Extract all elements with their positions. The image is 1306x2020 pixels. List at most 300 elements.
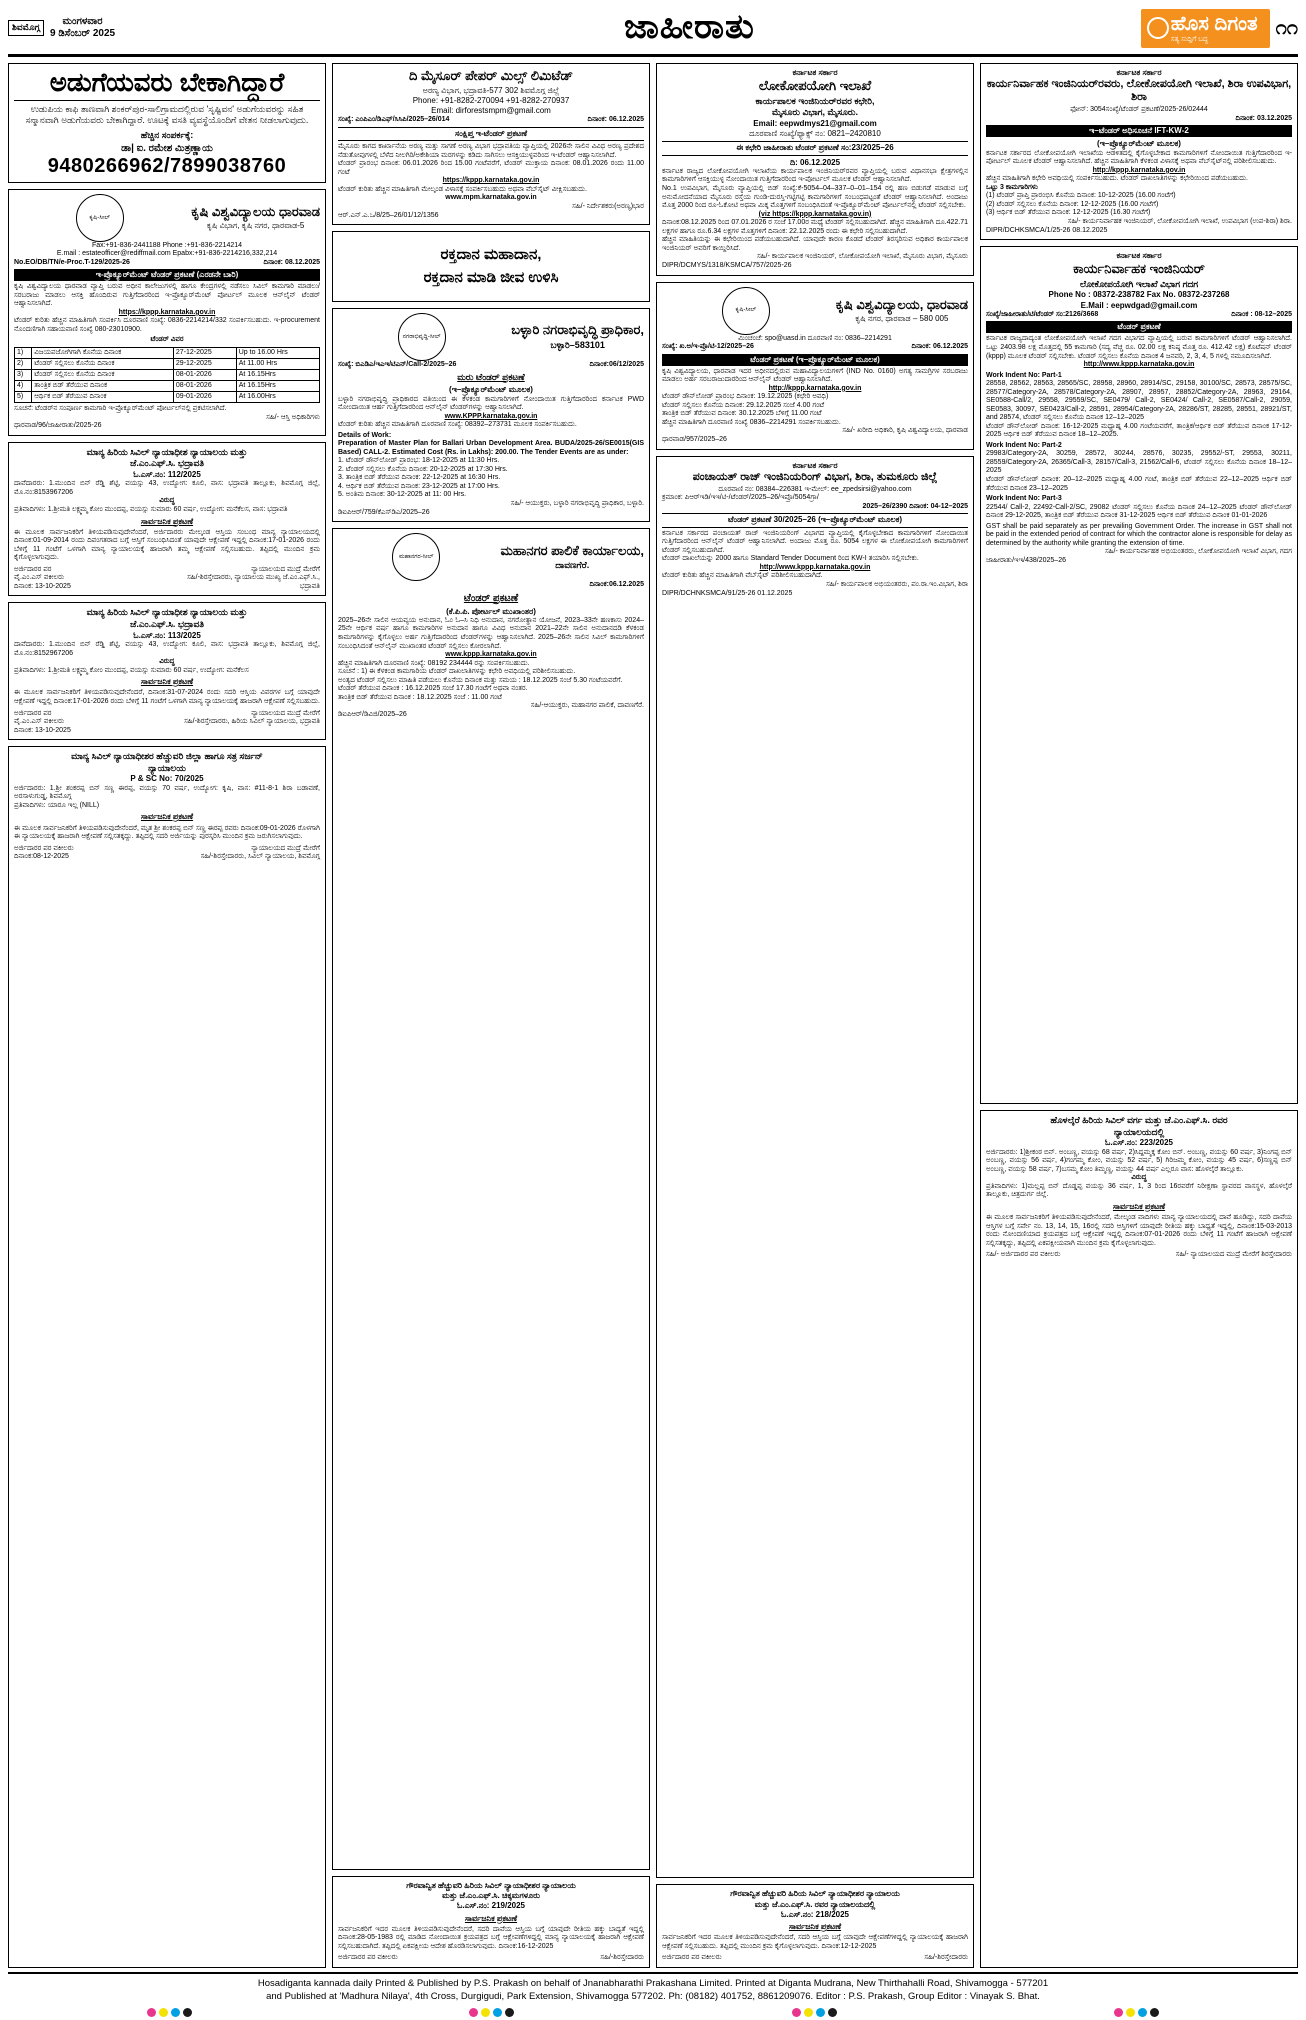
davangere-contact: ಹೆಚ್ಚಿನ ಮಾಹಿತಿಗಾಗಿ ದೂರವಾಣಿ ಸಂಖ್ಯೆ: 08192 234444 ರನ್ನು ಸಂಪರ್ಕಿಸಬಹುದು. — [338, 659, 530, 667]
court-c3-body: ಸಾರ್ವಜನಿಕರಿಗೆ ಇದರ ಮೂಲಕ ತಿಳಿಯಪಡಿಸುವುದೇನೆಂದರೆ, ಸದರಿ ಆಸ್ತಿಯ ಬಗ್ಗೆ ಯಾವುದೇ ಆಕ್ಷೇಪಣೆಗಳಿದ್ದಲ್ಲಿ ನ್ಯಾಯಾಲಯಕ್ಕೆ ಹಾಜರಾಗಿ ಆಕ್ಷೇಪಣೆ ಸಲ್ಲಿಸಬಹುದು. ತಪ್ಪಿದಲ್ಲಿ ಮುಂದಿನ ಕ್ರಮ ಕೈಗೊಳ್ಳಲಾಗುವುದು. ದಿನಾಂಕ:12-12-2025 — [662, 1934, 968, 1950]
gadag-gst-note: GST shall be paid separately as per prevailing Government Order. The increase in GST shall not be paid in the extended period of contract for which the contractor alone is responsible for delay as determined by the authority while granting the extension of time. — [986, 522, 1292, 547]
ballari-body: ಬಳ್ಳಾರಿ ನಗರಾಭಿವೃದ್ಧಿ ಪ್ರಾಧಿಕಾರದ ವತಿಯಿಂದ ಈ ಕೆಳಕಂಡ ಕಾಮಗಾರಿಗಳಿಗೆ ನೋಂದಾಯಿತ ಗುತ್ತಿಗೆದಾರರಿಂದ ಕರ್ನಾಟಕ PWD ನೋಂದಾಯಿತ ಆರ್ಹ ಗುತ್ತಿಗೆದಾರರಿಂದ ಆನ್‌ಲೈನ್ ಟೆಂಡರ್‌ಗಳನ್ನು ಆಹ್ವಾನಿಸಲಾಗಿದೆ. — [338, 395, 644, 412]
ballari-title: ಬಳ್ಳಾರಿ ನಗರಾಭಿವೃದ್ಧಿ ಪ್ರಾಧಿಕಾರ, — [511, 322, 644, 338]
uas2-portal-link[interactable]: http://kppp.karnataka.gov.in — [768, 384, 862, 392]
mpm-phone: Phone: +91-8282-270094 +91-8282-270937 — [412, 95, 570, 105]
uas-table-head: ಟೆಂಡರ್ ವಿವರ — [150, 336, 184, 344]
uas2-address: ಕೃಷಿ ನಗರ, ಧಾರವಾಡ – 580 005 — [855, 314, 949, 324]
ift-dipr: DIPR/DCHKSMCA/1/25-26 08.12.2025 — [986, 226, 1108, 234]
pwd-mysore-dates: ದಿನಾಂಕ:08.12.2025 ರಿಂದ 07.01.2026 ರ ಸಂಜೆ 17.00ರ ಮಧ್ಯೆ ಟೆಂಡರ್ ಸಲ್ಲಿಸಬಹುದಾಗಿದೆ. ಹೆಚ್ಚಿನ ಮಾಹಿತಿಗಾಗಿ ದೂ.422.71 ಲಕ್ಷಗಳ ಹಾಗೂ ರೂ.6.34 ಲಕ್ಷಗಳ ಮೊತ್ತಗಳಿಗೆ ದಿನಾಂಕ: 22.12.2025 ರಂದು ಈ ಕಛೇರಿ ಸಲ್ಲಿಸಬಹುದಾಗಿದೆ. — [662, 219, 969, 235]
mpm-portal-link[interactable]: https://kppp.karnataka.gov.in — [442, 177, 540, 185]
court3-line2: ನ್ಯಾಯಾಲಯ — [148, 762, 186, 773]
court-c4-line1: ಹೊಳಲ್ಕೆರೆ ಹಿರಿಯ ಸಿವಿಲ್ ವರ್ಗ ಮತ್ತು ಜೆ.ಎಂ.ಎಫ್.ಸಿ. ರವರ — [1050, 1115, 1228, 1126]
ballari-dipr: ಡಿಐಪಿಆರ್/759/ಕೆಎಸ್‌ಡಿಎ/2025–26 — [338, 508, 430, 516]
davangere-header — [338, 533, 644, 581]
uas2-body: ಕೃಷಿ ವಿಶ್ವವಿದ್ಯಾಲಯ, ಧಾರವಾಡ ಇದರ ಅಧೀನದಲ್ಲಿರುವ ಮಹಾವಿದ್ಯಾಲಯಗಳಿಗೆ (IND No. 0160) ಅಗತ್ಯ ಸಾಮಗ್ರಿಗಳ ಸರಬರಾಜು ಮಾಡಲು ಅರ್ಹ ಸರಬರಾಜುದಾರರಿಂದ ಆನ್‌ಲೈನ್ ಟೆಂಡರ್ ಆಹ್ವಾನಿಸಲಾಗಿದೆ. — [662, 367, 968, 384]
ift-row-2: (2) ಟೆಂಡರ್ ಸಲ್ಲಿಸಲು ಕೊನೆಯ ದಿನಾಂಕ: 12-12-2025 (16.00 ಗಂಟೆಗೆ) — [986, 200, 1159, 208]
row-date: 29-12-2025 — [173, 358, 236, 369]
globe-icon — [1147, 17, 1169, 39]
uas2-contact: ಹೆಚ್ಚಿನ ಮಾಹಿತಿಗಾಗಿ ದೂರವಾಣಿ ಸಂಖ್ಯೆ 0836–2214291 ಸಂಪರ್ಕಿಸಬಹುದು. — [662, 418, 841, 426]
mpm-body2: ಟೆಂಡರ್ ಕುರಿತು ಹೆಚ್ಚಿನ ಮಾಹಿತಿಗಾಗಿ ಮೇಲ್ಕಂಡ ವಿಳಾಸಕ್ಕೆ ಸಂಪರ್ಕಿಸಬಹುದು ಅಥವಾ ವೆಬ್‌ಸೈಟ್ ವೀಕ್ಷಿಸಬಹುದು. — [338, 185, 587, 193]
court1-body: ಈ ಮೂಲಕ ಸಾರ್ವಜನಿಕರಿಗೆ ತಿಳಿಯಪಡಿಸುವುದೇನೆಂದರೆ, ಅರ್ಜಿದಾರರು ಮೇಲ್ಕಂಡ ಆಸ್ತಿಯ ಸಂಬಂಧ ಮಾನ್ಯ ನ್ಯಾಯಾಲಯದಲ್ಲಿ ದಿನಾಂಕ:01-09-2014 ರಂದು ದಿವಂಗತರಾದ ಬಗ್ಗೆ ಆಸ್ತಿಗೆ ಸಂಬಂಧಿಸಿದಂತೆ ಯಾವುದೇ ಆಕ್ಷೇಪಣೆ ಇದ್ದಲ್ಲಿ ದಿನಾಂಕ:17-01-2026 ರಂದು ಬೆಳಿಗ್ಗೆ 11 ಗಂಟೆಗೆ ಒಳಗಾಗಿ ಮಾನ್ಯ ನ್ಯಾಯಾಲಯಕ್ಕೆ ಹಾಜರಾಗಿ ತಮ್ಮ ಆಕ್ಷೇಪಣೆ ಸಲ್ಲಿಸಬಹುದು. ತಪ್ಪಿದಲ್ಲಿ ಮುಂದಿನ ಕ್ರಮ ಕೈಗೊಳ್ಳಲಾಗುವುದು. — [14, 528, 320, 562]
davangere-portal-link[interactable]: www.kppp.karnataka.gov.in — [445, 651, 537, 659]
ift-body: ಕರ್ನಾಟಕ ಸರ್ಕಾರದ ಲೋಕೋಪಯೋಗಿ ಇಲಾಖೆಯ ಆಡಳಿತದಲ್ಲಿ ಕೈಗೊಳ್ಳಬೇಕಾದ ಕಾಮಗಾರಿಗಳಿಗೆ ನೋಂದಾಯಿತ ಗುತ್ತಿಗೆದಾರರಿಂದ ಇ-ಪೋರ್ಟಲ್ ಮೂಲಕ ಟೆಂಡರ್ ಆಹ್ವಾನಿಸಲಾಗಿದೆ. ಹೆಚ್ಚಿನ ಮಾಹಿತಿಗಾಗಿ ಕೆಳಕಂಡ ವಿಳಾಸಕ್ಕೆ ಅಥವಾ ವೆಬ್‌ಸೈಟ್‌ನಲ್ಲಿ ಪರಿಶೀಲಿಸಬಹುದು. — [986, 149, 1292, 166]
court2-party2: ಪ್ರತಿವಾದಿಗಳು: 1.ಶ್ರೀಮತಿ ಲಕ್ಷ್ಮಮ್ಮ ಕೋಂ ಮುಂದಪ್ಪ, ವಯಸ್ಸು ಸುಮಾರು 60 ವರ್ಷ, ಉದ್ಯೋಗ: ಮನೆಕೆಲಸ — [14, 666, 249, 674]
pr-title: ಪಂಚಾಯತ್ ರಾಜ್ ಇಂಜಿನಿಯರಿಂಗ್ ವಿಭಾಗ, ಶಿರಾ, ತುಮಕೂರು ಜಿಲ್ಲೆ — [692, 470, 938, 483]
uas2-date: ದಿನಾಂಕ: 06.12.2025 — [911, 343, 968, 351]
pr-phone: ದೂರವಾಣಿ ನಂ: 08384–226381 ಇ-ಮೇಲ್: ee_zpedsirsi@yahoo.com — [718, 485, 912, 493]
court-c3-case: ಓ.ಎಸ್.ನಂ: 218/2025 — [780, 1909, 850, 1919]
pwd-mysore-body2: No.1 ಉಪವಿಭಾಗ, ಮೈಸೂರು ವ್ಯಾಪ್ತಿಯಲ್ಲಿ ಬಿಡ್ ಸಂಖ್ಯೆ:ಕೆ-5054–04–337–0–01–154 ರಲ್ಲಿ ಹಣ ಬಿಡುಗಡೆ ಮಾಡುವ ಬಗ್ಗೆ ಅನುಮೋದನೆಯಾದ ಮೈಸೂರು ರಸ್ತೆಯ ಗುಂಡಿ-ದುರಸ್ತಿ-ಗಟ್ಟಿಗಟ್ಟಿ ಕಾಮಗಾರಿಗಳಿಗೆ ಸಂಬಂಧಪಟ್ಟಂತೆ ಟೆಂಡರ್ ಆಹ್ವಾನಿಸಲಾಗಿದೆ. ಅಂದಾಜು ಮೊತ್ತ 2000 ರಿಂದ ರೂ-ಓಕೋಟಿ ಅಥವಾ ಮಿಕ್ಕ ಮೊತ್ತಗಳಿಗೆ ಸಂಬಂಧಿಸಿದಂತೆ ಇ-ಪ್ರೊಕ್ಯೂರ್‌ಮೆಂಟ್ ಪೋರ್ಟಲ್‌ನಲ್ಲಿ ಟೆಂಡರ್ ಸಲ್ಲಿಸಬೇಕು. — [662, 184, 968, 210]
gadag-phone: Phone No : 08372-238782 Fax No. 08372-237268 — [1048, 290, 1230, 300]
uas-sign: ಸಹಿ/- ಆಸ್ತಿ ಅಧಿಕಾರಿಗಳು — [266, 413, 320, 421]
ift-title: ಕಾರ್ಯನಿರ್ವಾಹಕ ಇಂಜಿನಿಯರ್‌ರವರು, ಲೋಕೋಪಯೋಗಿ ಇಲಾಖೆ, ಶಿರಾ ಉಪವಿಭಾಗ, ಶಿರಾ — [986, 78, 1292, 104]
ballari-event-1: 1. ಟೆಂಡರ್ ಡೌನ್‌ಲೋಡ್ ಪ್ರಾರಂಭ: 18-12-2025 at 11:30 Hrs. — [338, 457, 500, 465]
uas2-row-1: ಟೆಂಡರ್ ಡೌನ್‌ಲೋಡ್ ಪ್ರಾರಂಭ ದಿನಾಂಕ: 19.12.2025 (ಕಛೇರಿ ಅವಧಿ) — [662, 393, 829, 401]
gadag-sign: ಸಹಿ/- ಕಾರ್ಯನಿರ್ವಾಹಕ ಅಭಿಯಂತರರು, ಲೋಕೋಪಯೋಗಿ ಇಲಾಖೆ ವಿಭಾಗ, ಗದಗ — [1104, 548, 1292, 556]
mpm-web[interactable]: www.mpm.karnataka.gov.in — [445, 194, 537, 202]
reg-dot-group — [792, 2008, 837, 2017]
pwd-mysore-gov: ಕರ್ನಾಟಕ ಸರ್ಕಾರ — [792, 68, 838, 77]
pwd-mysore-tender-head: ಈ ಕಛೇರಿ ಜಾಹೀರಾತು ಟೆಂಡರ್ ಪ್ರಕಟಣೆ ಸಂ:23/2025–26 — [662, 141, 968, 155]
court2-line2: ಜೆ.ಎಂ.ಎಫ್.ಸಿ. ಭದ್ರಾವತಿ — [130, 619, 204, 630]
ad-headline: ಅಡುಗೆಯವರು ಬೇಕಾಗಿದ್ದಾರೆ — [49, 67, 285, 97]
pwd-mysore-tender — [656, 63, 974, 276]
ballari-details-head: Details of Work: — [338, 431, 392, 439]
reg-dot-group — [147, 2008, 192, 2017]
ift-sign: ಸಹಿ/- ಕಾರ್ಯನಿರ್ವಾಹಕ ಇಂಜಿನಿಯರ್, ಲೋಕೋಪಯೋಗಿ ಇಲಾಖೆ, ಉಪವಿಭಾಗ (ಉಪ-ಶಿರಾ) ಶಿರಾ. — [1067, 217, 1292, 225]
pwd-mysore-body: ಕರ್ನಾಟಕ ರಾಜ್ಯದ ಲೋಕೋಪಯೋಗಿ ಇಲಾಖೆಯ ಕಾರ್ಯಪಾಲಕ ಇಂಜಿನಿಯರ್‌ರವರ ವ್ಯಾಪ್ತಿಯಲ್ಲಿ ಬರುವ ವಿಧಾನಸಭಾ ಕ್ಷೇತ್ರಗಳಲ್ಲಿನ ಕಾಮಗಾರಿಗಳಿಗೆ ಆಸಕ್ತಿಯುಳ್ಳ ನೋಂದಾಯಿತ ಗುತ್ತಿಗೆದಾರರಿಂದ ಇ-ಪೋರ್ಟಲ್ ಮೂಲಕ ಟೆಂಡರ್ ಆಹ್ವಾನಿಸಲಾಗಿದೆ. — [662, 167, 968, 184]
davangere-sign: ಸಹಿ/-ಆಯುಕ್ತರು, ಮಹಾನಗರ ಪಾಲಿಕೆ, ದಾವಣಗೆರೆ. — [530, 702, 644, 710]
court1-sign-right — [173, 566, 320, 592]
uas2-email[interactable]: ಮಿಂಚಂಚೆ: spo@uasd.in ದೂರವಾಣಿ ನಂ: 0836–2214291 — [738, 334, 892, 342]
gadag-dipr: ಜಾಹೀರಾತು/ಇಇ/438/2025–26 — [986, 556, 1066, 564]
ift-rows-head: ಒಟ್ಟು 3 ಕಾಮಗಾರಿಗಳು — [986, 183, 1038, 191]
court3-notice-head: ಸಾರ್ವಜನಿಕ ಪ್ರಕಟಣೆ — [140, 812, 194, 822]
pwd-mysore-body3: ಹೆಚ್ಚಿನ ಮಾಹಿತಿಯನ್ನು ಈ ಕಛೇರಿಯಿಂದ ಪಡೆಯಬಹುದಾಗಿದೆ. ಯಾವುದೇ ಕಾರಣ ಕೊಡದೆ ಟೆಂಡರ್ ತಿರಸ್ಕರಿಸುವ ಅಧಿಕಾರ ಕಾರ್ಯಪಾಲಕ ಇಂಜಿನಿಯರ್ ಅವರಿಗೆ ಕಾಯ್ದಿರಿಸಿದೆ. — [662, 236, 968, 252]
court-c4-sign-right: ಸಹಿ/- ನ್ಯಾಯಾಲಯದ ಮುದ್ರೆ ಮೇರೆಗೆ ಶಿರಸ್ತೇದಾರರು — [1175, 1251, 1292, 1259]
mpm-body: ಮೈಸೂರು ಕಾಗದ ಕಾರ್ಖಾನೆಯ ಅರಣ್ಯ ಮತ್ತು ಸಾಗಣೆ ಅರಣ್ಯ ವಿಭಾಗ ಭದ್ರಾವತಿಯ ವ್ಯಾಪ್ತಿಯಲ್ಲಿ 2026ನೇ ಸಾಲಿನ ವಿವಿಧ ಅರಣ್ಯ ಪ್ರದೇಶದ ನೆಡುತೋಪುಗಳಲ್ಲಿ ಬೆಳೆದ ನೀಲಗಿರಿ/ಅಕೇಶಿಯಾ ಮರಗಳನ್ನು ಕಡಿದು ಸಾಗಿಸಲು ಆಸಕ್ತಿಯುಳ್ಳವರಿಂದ ಇ-ಟೆಂಡರ್ ಆಹ್ವಾನಿಸಲಾಗಿದೆ. — [338, 143, 644, 159]
pr-body: ಕರ್ನಾಟಕ ಸರ್ಕಾರದ ಪಂಚಾಯತ್ ರಾಜ್ ಇಂಜಿನಿಯರಿಂಗ್ ವಿಭಾಗದ ವ್ಯಾಪ್ತಿಯಲ್ಲಿ ಕೈಗೊಳ್ಳಬೇಕಾದ ಕಾಮಗಾರಿಗಳಿಗೆ ನೋಂದಾಯಿತ ಗುತ್ತಿಗೆದಾರರಿಂದ ಆನ್‌ಲೈನ್ ಟೆಂಡರ್ ಆಹ್ವಾನಿಸಲಾಗಿದೆ. ಅಂದಾಜು ಮೊತ್ತ ರೂ. 5054 ಲಕ್ಷಗಳ ಈ ಲೋಕೋಪಯೋಗಿ ಕಾಮಗಾರಿಗಳಿಗೆ ಟೆಂಡರ್ ಸಲ್ಲಿಸಬಹುದಾಗಿದೆ. — [662, 529, 968, 554]
mpm-dipr: ಆರ್.ಎನ್.ಎ.ಒ/8/25–26/01/12/1356 — [338, 211, 439, 219]
uas-tender-table — [14, 347, 320, 403]
mpm-date: ದಿನಾಂಕ: 06.12.2025 — [587, 116, 644, 124]
davangere-seal-icon: ಮಹಾನಗರ-ಸೀಲ್ — [392, 533, 440, 581]
uas-seal-icon: ಕೃಷಿ-ಸೀಲ್ — [76, 194, 124, 242]
court3-sign-right-2: ಸಹಿ/-ಶಿರಸ್ತೇದಾರರು, ಸಿವಿಲ್ ನ್ಯಾಯಾಲಯ, ಶಿವಮೊಗ್ಗ — [200, 853, 320, 861]
court3-body: ಈ ಮೂಲಕ ಸಾರ್ವಜನಿಕರಿಗೆ ತಿಳಿಯಪಡಿಸುವುದೇನೆಂದರೆ, ಮೃತ ಶ್ರೀ ಶಂಕರಪ್ಪ ಬಿನ್ ಸಣ್ಣ ಈರಪ್ಪ ರವರು ದಿನಾಂಕ:09-01-2026 ರೊಳಗಾಗಿ ಈ ನ್ಯಾಯಾಲಯಕ್ಕೆ ಹಾಜರಾಗಿ ಆಕ್ಷೇಪಣೆ ಸಲ್ಲಿಸತಕ್ಕದ್ದು. ತಪ್ಪಿದಲ್ಲಿ ಸದರಿ ಅರ್ಜಿಯನ್ನು ಪುರಸ್ಕರಿಸಿ ಮುಂದಿನ ಕ್ರಮ ಜರುಗಿಸಲಾಗುವುದು. — [14, 824, 320, 841]
ift-tender-head: ಇ–ಟೆಂಡರ್ ಅಧಿಸೂಚನೆ IFT-KW-2 — [986, 125, 1292, 137]
uas-dharwad-tender — [8, 189, 326, 436]
davangere-event-1: ಸೂಚನೆ : 1) ಈ ಕೆಳಕಂಡ ಕಾಮಗಾರಿಯ ಟೆಂಡರ್ ದಾಖಲಾತಿಗಳನ್ನು ಕಛೇರಿ ಅವಧಿಯಲ್ಲಿ ಪರಿಶೀಲಿಸಬಹುದು. — [338, 668, 576, 676]
mpm-rows: ಟೆಂಡರ್ ಪ್ರಾರಂಭ ದಿನಾಂಕ: 06.01.2026 ರಿಂದ 15.00 ಗಂಟೆವರೆಗೆ, ಟೆಂಡರ್ ಮುಕ್ತಾಯ ದಿನಾಂಕ: 08.01.2026 ರಂದು 11.00 ಗಂಟೆ — [338, 160, 644, 176]
brand-name: ಹೊಸ ದಿಗಂತ — [1170, 12, 1258, 35]
blood-line2: ರಕ್ತದಾನ ಮಾಡಿ ಜೀವ ಉಳಿಸಿ — [423, 268, 559, 286]
uas2-dipr: ಧಾರವಾಡ/957/2025–26 — [662, 436, 727, 444]
court-c2-sign-left: ಅರ್ಜಿದಾರರ ಪರ ವಕೀಲರು — [338, 1954, 398, 1962]
court2-sign-left-1: ಅರ್ಜಿದಾರರ ಪರ — [14, 709, 52, 717]
court3-case: P & SC No: 70/2025 — [130, 774, 204, 784]
ballari-event-3: 3. ತಾಂತ್ರಿಕ ಬಿಡ್ ತೆರೆಯುವ ದಿನಾಂಕ: 22-12-2025 at 16:30 Hrs. — [338, 474, 501, 482]
reg-dot-black — [505, 2008, 514, 2017]
ift-sub: ಫೋನ್: 3054ಸಂಖ್ಯೆ/ಟೆಂಡರ್ ಪ್ರಕಟಣೆ/2025-26/02444 — [1070, 106, 1208, 114]
gadag-tender-head: ಟೆಂಡರ್ ಪ್ರಕಟಣೆ — [986, 321, 1292, 333]
pwd-mysore-portal-link[interactable]: (viz https://kppp.karnataka.gov.in) — [758, 210, 872, 218]
uas-tender-head: ಇ-ಪ್ರೊಕ್ಯೂರ್‌ಮೆಂಟ್ ಟೆಂಡರ್ ಪ್ರಕಟಣೆ (ಎರಡನೇ ಬಾರಿ) — [14, 269, 320, 281]
reg-dot-magenta — [469, 2008, 478, 2017]
reg-dot-cyan — [171, 2008, 180, 2017]
ballari-header — [338, 313, 644, 361]
reg-dot-yellow — [804, 2008, 813, 2017]
court-c3-sign-left: ಅರ್ಜಿದಾರರ ಪರ ವಕೀಲರು — [662, 1954, 722, 1962]
mpm-address: ಅರಣ್ಯ ವಿಭಾಗ, ಭದ್ರಾವತಿ-577 302 ಶಿವಮೊಗ್ಗ ಜಿಲ್ಲೆ — [422, 85, 560, 95]
court-c3-line1: ಗೌರವಾನ್ವಿತ ಹೆಚ್ಚುವರಿ ಹಿರಿಯ ಸಿವಿಲ್ ನ್ಯಾಯಾಧೀಶರ ನ್ಯಾಯಾಲಯ — [730, 1889, 900, 1899]
ballari-event-5: 5. ಅಂತಿಮ ದಿನಾಂಕ: 30-12-2025 at 11: 00 Hrs. — [338, 491, 467, 499]
ballari-sign: ಸಹಿ/- ಆಯುಕ್ತರು, ಬಳ್ಳಾರಿ ನಗರಾಭಿವೃದ್ಧಿ ಪ್ರಾಧಿಕಾರ, ಬಳ್ಳಾರಿ. — [510, 499, 644, 507]
court2-sign-left — [14, 710, 71, 736]
uas-title: ಕೃಷಿ ವಿಶ್ವವಿದ್ಯಾಲಯ ಧಾರವಾಡ — [191, 203, 320, 219]
davangere-event-4: ತಾಂತ್ರಿಕ ಬಿಡ್ ತೆರೆಯುವ ದಿನಾಂಕ : 18.12.2025 ಸಂಜೆ : 11.00 ಗಂಟೆ — [338, 693, 502, 701]
court-c4-line2: ನ್ಯಾಯಾಲಯದಲ್ಲಿ — [1113, 1126, 1165, 1137]
table-row — [15, 391, 320, 402]
footer-line-1: Hosadiganta kannada daily Printed & Published by P.S. Prakash on behalf of Jnanabharathi Prakashana Limited. Printed at Diganta Mudrana, New Thirthahalli Road, Shivamogga - 577201 — [257, 1978, 1049, 1989]
davangere-body: 2025–26ನೇ ಸಾಲಿನ ಆಯವ್ಯಯ ಅನುದಾನ, ಓಂ ಓ–ಸಿ ನಿಧಿ ಅನುದಾನ, ನಗರೋತ್ಥಾನ ಯೋಜನೆ, 2023–33ನೇ ಹಣಕಾಸು 2024–25ನೇ ಆರ್ಥಿಕ ವರ್ಷ ಹಾಗೂ ಕಾಮಗಾರಿಗಳ ಅನುದಾನ ಹಾಗೂ ವಿವಿಧ ಅನುದಾನ 2021–22ನೇ ಸಾಲಿನ ಅನುದಾನದಡಿ ಕೆಳಕಂಡ ಕಾಮಗಾರಿಗಳನ್ನು ಕೈಗೊಳ್ಳಲು ಅರ್ಹ ಗುತ್ತಿಗೆದಾರರಿಂದ ಟೆಂಡರ್‌ಗಳನ್ನು ಆಹ್ವಾನಿಸಲಾಗಿದೆ. 2025–26ನೇ ಸಾಲಿನ ಸಿವಿಲ್ ಕಾಮಗಾರಿಗಳಿಗೆ ಸಂಬಂಧಿಸಿದಂತೆ ಆನ್‌ಲೈನ್ ಮುಖಾಂತರ ಟೆಂಡರ್ ಸಲ್ಲಿಸಲು ಕೋರಲಾಗಿದೆ. — [338, 616, 644, 650]
court2-party1: ದಾವೆದಾರರು: 1.ಮುಂದಿನ ಬಿನ್ ರೆಡ್ಡಿ ಶೆಟ್ಟಿ, ವಯಸ್ಸು 43, ಉದ್ಯೋಗ: ಕೂಲಿ, ವಾಸ: ಭದ್ರಾವತಿ ತಾಲ್ಲೂಕು, ಶಿವಮೊಗ್ಗ ಜಿಲ್ಲೆ, ಮೊ.ನಂ:8152967206 — [14, 641, 320, 657]
gadag-web-link[interactable]: http://www.kppp.karnataka.gov.in — [1083, 361, 1195, 369]
row-sl: 1) — [15, 347, 32, 358]
gadag-wi3: 22544/ Call-2, 22492-Call-2/SC, 29082 ಟೆಂಡರ್ ಸಲ್ಲಿಸಲು ಕೊನೆಯ ದಿನಾಂಕ 24–12–2025 ಟೆಂಡರ್ ಡೌನ್‌ಲೋಡ್ ದಿನಾಂಕ 29-12-2025, ತಾಂತ್ರಿಕ ಬಿಡ್ ತೆರೆಯುವ ದಿನಾಂಕ 31-12-2025 ಆರ್ಥಿಕ ಬಿಡ್ ತೆರೆಯುವ ದಿನಾಂಕ 01-01-2026 — [986, 503, 1292, 520]
ift-kw2-tender — [980, 63, 1298, 240]
court-notice-col3 — [656, 1884, 974, 1968]
davangere-date: ದಿನಾಂಕ:06.12.2025 — [589, 581, 644, 589]
court-c2-sign-right: ಸಹಿ/-ಶಿರಸ್ತೇದಾರರು — [600, 1954, 644, 1962]
reg-dot-magenta — [147, 2008, 156, 2017]
court2-date-left: ದಿನಾಂಕ: 13-10-2025 — [14, 726, 71, 734]
row-sl: 5) — [15, 391, 32, 402]
court-notice-col4 — [980, 1110, 1298, 1968]
court-c4-body: ಈ ಮೂಲಕ ಸಾರ್ವಜನಿಕರಿಗೆ ತಿಳಿಯಪಡಿಸುವುದೇನೆಂದರೆ, ಮೇಲ್ಕಂಡ ವಾದಿಗಳು ಮಾನ್ಯ ನ್ಯಾಯಾಲಯದಲ್ಲಿ ದಾವೆ ಹೂಡಿದ್ದು, ಸದರಿ ದಾವೆಯ ಆಸ್ತಿಗಳ ಬಗ್ಗೆ ಸರ್ವೇ ನಂ. 13, 14, 15, 16ರಲ್ಲಿ ಸದರಿ ಆಸ್ತಿಗಳಿಗೆ ಯಾವುದೇ ರೀತಿಯ ಹಕ್ಕು ಬಾಧ್ಯತೆ ಇದ್ದಲ್ಲಿ, ದಿನಾಂಕ:15-03-2013 ರಂದು ನೋಂದಣಿಯಾದ ಕ್ರಯಪತ್ರದ ಬಗ್ಗೆ ಆಕ್ಷೇಪಣೆ ಇದ್ದಲ್ಲಿ ದಿನಾಂಕ:07-01-2026 ರಂದು ಬೆಳಿಗ್ಗೆ 11 ಗಂಟೆಗೆ ಹಾಜರಾಗಿ ಆಕ್ಷೇಪಣೆ ಸಲ್ಲಿಸತಕ್ಕದ್ದು, ತಪ್ಪಿದಲ್ಲಿ ಏಕಪಕ್ಷೀಯವಾಗಿ ಮುಂದಿನ ಕ್ರಮ ಕೈಗೊಳ್ಳಲಾಗುವುದು. — [986, 1214, 1292, 1247]
ad-contact-label: ಹೆಚ್ಚಿನ ಸಂಪರ್ಕಕ್ಕೆ: — [140, 129, 194, 140]
court-notice-col2 — [332, 1876, 650, 1968]
court1-case: ಓ.ಎಸ್.ನಂ: 112/2025 — [133, 470, 201, 480]
court1-sign-left — [14, 566, 71, 592]
pwd-mysore-date: ದಿ: 06.12.2025 — [789, 157, 841, 167]
column-2 — [332, 63, 650, 1968]
gadag-dates2: ಟೆಂಡರ್ ಡೌನ್‌ಲೋಡ್ ದಿನಾಂಕ: 20–12–2025 ಮಧ್ಯಾಹ್ನ 4.00 ಗಂಟೆ, ತಾಂತ್ರಿಕ ಬಿಡ್ ತೆರೆಯುವ 22–12–2025 ಆರ್ಥಿಕ ಬಿಡ್ ತೆರೆಯುವ ದಿನಾಂಕ 23–12–2025 — [986, 475, 1292, 492]
court-c3-sign-right: ಸಹಿ/-ಶಿರಸ್ತೇದಾರರು — [924, 1954, 968, 1962]
court-c4-vs: ವಿರುದ್ಧ — [1131, 1174, 1147, 1182]
gadag-wi1: 28558, 28562, 28563, 28565/SC, 28958, 28960, 28914/SC, 29158, 30100/SC, 28573, 28575/SC, 28577/Category-2A, 28578/Category-2A, 28907, 28957, 28852/Category-2A, 28963, 29164, SE0588-Call/2, 29558, 29559/SC, SE0479/ Call-2, SE0424/ Call-2, SE0587/Call-2, 29059, SE0583, 30097, SE0423/Call-2, 28591, 28954/Category-2A, 28286/ST, 28285, 28551, 28921/ST, and 28574, ಟೆಂಡರ್ ಸಲ್ಲಿಸಲು ಕೊನೆಯ ದಿನಾಂಕ 12–12–2025 — [986, 380, 1292, 422]
panchayat-raj-tender — [656, 456, 974, 1879]
reg-dot-group — [469, 2008, 514, 2017]
court3-party1: ಅರ್ಜಿದಾರರು: 1.ಶ್ರೀ ಶಂಕರಪ್ಪ ಬಿನ್ ಸಣ್ಣ ಈರಪ್ಪ, ವಯಸ್ಸು 70 ವರ್ಷ, ಉದ್ಯೋಗ: ಕೃಷಿ, ವಾಸ: #11-8-1 ಶಿರಾ ಬಡಾವಣೆ, ಅರಸಾಳುಗುಡ್ಡ, ಶಿವಮೊಗ್ಗ — [14, 784, 320, 801]
reg-dot-cyan — [493, 2008, 502, 2017]
blood-line1: ರಕ್ತದಾನ ಮಹಾದಾನ, — [440, 246, 542, 264]
gadag-no: ಸಂಖ್ಯೆ/ಜಾಹೀರಾತು/ಟಿ/ಟೆಂಡರ್ ಸಂ:2126/3668 — [986, 310, 1099, 318]
ballari-date: ದಿನಾಂಕ:06/12/2025 — [589, 361, 644, 369]
gadag-title: ಕಾರ್ಯನಿರ್ವಾಹಕ ಇಂಜಿನಿಯರ್ — [1073, 261, 1205, 277]
ballari-seal-icon: ನಗರಾಭಿವೃದ್ಧಿ-ಸೀಲ್ — [398, 313, 446, 361]
court1-sign-right-1: ನ್ಯಾಯಾಲಯದ ಮುದ್ರೆ ಮೇರೆಗೆ — [251, 565, 320, 573]
pwd-mysore-sign: ಸಹಿ/- ಕಾರ್ಯಪಾಲಕ ಇಂಜಿನಿಯರ್, ಲೋಕೋಪಯೋಗಿ ಇಲಾಖೆ, ಮೈಸೂರು ವಿಭಾಗ, ಮೈಸೂರು — [756, 253, 968, 261]
gadag-wi2: 29983/Category-2A, 30259, 28572, 30244, 28576, 30235, 29552/-ST, 29553, 30211, 28559/Category-2A, 26365/Call-3, 28157/Call-3, 21562/Call-6, ಟೆಂಡರ್ ಸಲ್ಲಿಸಲು ಕೊನೆಯ ದಿನಾಂಕ 18–12–2025 — [986, 450, 1292, 475]
uas2-no: ಸಂಖ್ಯೆ: ಖ.ಅ/ಇ-ಪ್ರೊ/ಟಿ-12/2025–26 — [662, 343, 754, 351]
column-3 — [656, 63, 974, 1968]
pwd-mysore-phone: ದೂರವಾಣಿ ಸಂಖ್ಯೆ/ಫ್ಯಾಕ್ಸ್ ನಂ: 0821–2420810 — [749, 129, 881, 139]
ad-cook-wanted — [8, 63, 326, 183]
court2-sign-right — [184, 710, 320, 736]
court1-sign-left-2: ವೈ.ಎಂ.ಎಸ್ ವಕೀಲರು — [14, 574, 65, 582]
ballari-event-4: 4. ಆರ್ಥಿಕ ಬಿಡ್ ತೆರೆಯುವ ದಿನಾಂಕ: 23-12-2025 at 17:00 Hrs. — [338, 482, 500, 490]
row-date: 27-12-2025 — [173, 347, 236, 358]
row-time: At 11.00 Hrs — [236, 358, 319, 369]
row-time: Up to 16.00 Hrs — [236, 347, 319, 358]
uas-dharwad-2-tender — [656, 282, 974, 450]
reg-dot-group — [1114, 2008, 1159, 2017]
court1-party2: ಪ್ರತಿವಾದಿಗಳು: 1.ಶ್ರೀಮತಿ ಲಕ್ಷ್ಮಮ್ಮ ಕೋಂ ಮುಂದಪ್ಪ, ವಯಸ್ಸು ಸುಮಾರು 60 ವರ್ಷ, ಉದ್ಯೋಗ: ಮನೆಕೆಲಸ, ವಾಸ: ಭದ್ರಾವತಿ — [14, 505, 288, 513]
page-title: ಜಾಹೀರಾತು — [623, 9, 755, 46]
mpm-title: ದಿ ಮೈಸೂರ್ ಪೇಪರ್ ಮಿಲ್ಸ್ ಲಿಮಿಟೆಡ್ — [409, 68, 573, 83]
court-c4-sign-left: ಸಹಿ/- ಅರ್ಜಿದಾರರ ಪರ ವಕೀಲರು — [986, 1251, 1061, 1259]
mpm-no: ಸಂಖ್ಯೆ: ಎಂಪಿಎಂ/ಡಿಎಫ್/ಸಿಸಿಪಿ/2025–26/014 — [338, 116, 450, 124]
row-sl: 2) — [15, 358, 32, 369]
column-1 — [8, 63, 326, 1968]
court1-vs: ವಿರುದ್ಧ — [159, 497, 175, 505]
court3-sign-left — [14, 845, 74, 862]
gadag-line2: ಲೋಕೋಪಯೋಗಿ ಇಲಾಖೆ ವಿಭಾಗ ಗದಗ — [1079, 278, 1199, 289]
court1-line1: ಮಾನ್ಯ ಹಿರಿಯ ಸಿವಿಲ್ ನ್ಯಾಯಾಧೀಶ ನ್ಯಾಯಾಲಯ ಮತ್ತು — [86, 446, 248, 457]
reg-dot-black — [183, 2008, 192, 2017]
ift-body2: ಹೆಚ್ಚಿನ ಮಾಹಿತಿಗಾಗಿ ಕಛೇರಿ ಅವಧಿಯಲ್ಲಿ ಸಂಪರ್ಕಿಸಬಹುದು. ಟೆಂಡರ್ ದಾಖಲಾತಿಗಳನ್ನು ಕಛೇರಿಯಿಂದ ಪಡೆಯಬಹುದು. — [986, 175, 1248, 183]
court-c4-case: ಓ.ಎಸ್.ನಂ: 223/2025 — [1104, 1138, 1174, 1148]
davangere-event-2: ಅಂತ್ಯದ ಟೆಂಡರ್ ಸಲ್ಲಿಸಲು ಮಾಹಿತಿ ಪಡೆಯಲು ಕೊನೆಯ ದಿನಾಂಕ ಮತ್ತು ಸಮಯ : 18.12.2025 ಸಂಜೆ 5.30 ಗಂಟೆಯವರೆಗೆ. — [338, 676, 623, 684]
pwd-mysore-email[interactable]: Email: eepwdmys21@gmail.com — [753, 118, 877, 128]
reg-dot-yellow — [1126, 2008, 1135, 2017]
row-desc: ವಿಜಯಪಜೋಗಿಗಾಗಿ ಕೊನೆಯ ದಿನಾಂಕ — [32, 347, 174, 358]
court-notice-3 — [8, 746, 326, 1968]
weekday: ಮಂಗಳವಾರ — [62, 15, 103, 27]
reg-dot-yellow — [159, 2008, 168, 2017]
court-notice-1 — [8, 442, 326, 597]
columns-container — [8, 63, 1298, 1968]
row-date: 08-01-2026 — [173, 380, 236, 391]
court-c4-party2: ಪ್ರತಿವಾದಿಗಳು: 1)ಮಲ್ಲಪ್ಪ ಬಿನ್ ದೊಡ್ಡಪ್ಪ ವಯಸ್ಸು 36 ವರ್ಷ, 1, 3 ರಿಂದ 16ರವರೆಗೆ ನಿರೀಕ್ಷಣಾ ಸ್ಥಾವರದ ವಾಸಸ್ಥಳ, ಹೊಳಲ್ಕೆರೆ ತಾಲ್ಲೂಕು, ಚಿತ್ರದುರ್ಗ ಜಿಲ್ಲೆ. — [986, 1182, 1292, 1199]
uas2-seal-icon: ಕೃಷಿ-ಸೀಲ್ — [722, 287, 770, 335]
uas-date: ದಿನಾಂಕ: 08.12.2025 — [263, 258, 320, 266]
ift-date: ದಿನಾಂಕ: 03.12.2025 — [1235, 114, 1292, 122]
davangere-corporation-tender — [332, 528, 650, 1870]
row-date: 08-01-2026 — [173, 369, 236, 380]
court1-sign-left-1: ಅರ್ಜಿದಾರರ ಪರ — [14, 565, 52, 573]
court3-line1: ಮಾನ್ಯ ಸಿವಿಲ್ ನ್ಯಾಯಾಧೀಶರ ಹೆಚ್ಚುವರಿ ಜಿಲ್ಲಾ ಹಾಗೂ ಸತ್ರ ಸರ್ಜನ್ — [71, 751, 263, 762]
pr-std: ಟೆಂಡರ್ ದಾಖಲೆಯನ್ನು 2000 ಹಾಗೂ Standard Tender Document ರಿಂದ KW-I ತಯಾರಿಸಿ ಸಲ್ಲಿಸಬೇಕು. — [662, 555, 919, 563]
uas-fax: Fax:+91-836-2441188 Phone :+91-836-2214214 — [91, 241, 243, 249]
date-block — [50, 16, 115, 41]
reg-dot-cyan — [1138, 2008, 1147, 2017]
table-row — [15, 369, 320, 380]
uas2-tender-head: ಟೆಂಡರ್ ಪ್ರಕಟಣೆ (ಇ–ಪ್ರೊಕ್ಯೂರ್‌ಮೆಂಟ್ ಮೂಲಕ) — [662, 354, 968, 366]
mpm-email[interactable]: Email: dirforestsmpm@gmail.com — [431, 106, 551, 116]
row-time: At 16.15Hrs — [236, 380, 319, 391]
mpm-sign: ಸಹಿ/- ನಿರ್ದೇಶಕರು(ಅರಣ್ಯ)ಭಾರ — [572, 202, 644, 210]
brand-tagline: ಸತ್ಯ ಸುದ್ದಿಗೆ ಬದ್ಧ — [1170, 35, 1209, 43]
court1-date-left: ದಿನಾಂಕ: 13-10-2025 — [14, 582, 71, 590]
ballari-no: ಸಂಖ್ಯೆ: ಬಿಎಡಿಎ/ಇಎಇ/ಟಿಎನ್/Call-2/2025–26 — [338, 361, 457, 369]
uas-body2: ಟೆಂಡರ್ ಕುರಿತು ಹೆಚ್ಚಿನ ಮಾಹಿತಿಗಾಗಿ ಸಂಪರ್ಕಿಸಿ ದೂರವಾಣಿ ಸಂಖ್ಯೆ: 0836-2214214/332 ಸಂಪರ್ಕಿಸಬಹುದು. ಇ-procurement ನೊಂದಣಿಗಾಗಿ ಸಹಾಯವಾಣಿ ಸಂಖ್ಯೆ 080-23010900. — [14, 317, 320, 333]
pr-portal-link[interactable]: http://www.kppp.karnataka.gov.in — [759, 563, 871, 571]
ballari-contact: ಟೆಂಡರ್ ಕುರಿತು ಹೆಚ್ಚಿನ ಮಾಹಿತಿಗಾಗಿ ದೂರವಾಣಿ ಸಂಖ್ಯೆ: 08392–273731 ಮೂಲಕ ಸಂಪರ್ಕಿಸಬಹುದು. — [338, 421, 577, 429]
court1-notice-head: ಸಾರ್ವಜನಿಕ ಪ್ರಕಟಣೆ — [140, 516, 194, 526]
edition-logo: ಶಿವಮೊಗ್ಗ — [8, 20, 44, 35]
ballari-address: ಬಳ್ಳಾರಿ–583101 — [550, 340, 605, 351]
court-c4-notice-head: ಸಾರ್ವಜನಿಕ ಪ್ರಕಟಣೆ — [1112, 1201, 1166, 1211]
pr-gov: ಕರ್ನಾಟಕ ಸರ್ಕಾರ — [792, 460, 838, 470]
pr-info: ಟೆಂಡರ್ ಕುರಿತು ಹೆಚ್ಚಿನ ಮಾಹಿತಿಗಾಗಿ ವೆಬ್‌ಸೈಟ್ ಪರಿಶೀಲಿಸಬಹುದಾಗಿದೆ. — [662, 572, 823, 580]
row-time: At 16.00Hrs — [236, 391, 319, 402]
date: 9 ಡಿಸೆಂಬರ್ 2025 — [49, 28, 116, 39]
footer-imprint — [8, 1972, 1298, 2017]
pr-dipr: DIPR/DCHNKSMCA/91/25-26 01.12.2025 — [662, 589, 793, 597]
ad-body: ಉಡುಪಿಯ ಕಾಫಿ ತಾಣವಾಗಿ ಶಂಕರ್‌ಪುರ-ಸಾಲಿಗ್ರಾಮದಲ್ಲಿರುವ 'ಸೃಷ್ಟಿವನ' ಅಡುಗೆಯವರನ್ನು ಸಹಿತ ಸನ್ಮಾನವಾಗಿ ಅಡುಗೆಯವರು ಬೇಕಾಗಿದ್ದಾರೆ. ಊಟಕ್ಕೆ ವಸತಿ ವ್ಯವಸ್ಥೆಯೊಂದಿಗೆ ವೇತನ ನೀಡಲಾಗುವುದು. — [25, 103, 309, 126]
page-number: ೧೧ — [1275, 16, 1298, 39]
court1-party1: ದಾವೆದಾರರು: 1.ಮುಂದಿನ ಬಿನ್ ರೆಡ್ಡಿ ಶೆಟ್ಟಿ, ವಯಸ್ಸು 43, ಉದ್ಯೋಗ: ಕೂಲಿ, ವಾಸ: ಭದ್ರಾವತಿ ತಾಲ್ಲೂಕು, ಶಿವಮೊಗ್ಗ ಜಿಲ್ಲೆ, ಮೊ.ನಂ:8153967206 — [14, 480, 320, 496]
court3-sign-right — [201, 845, 320, 862]
footer-line-2: and Published at 'Madhura Nilaya', 4th Cross, Durgigudi, Park Extension, Shivamogga 577202. Ph: (08182) 401752, 8861209076. Editor : P.S. Prakash, Group Editor : Vinayak S. Bhat. — [266, 1990, 1040, 2002]
reg-dot-black — [1150, 2008, 1159, 2017]
court2-sign-right-2: ಸಹಿ/-ಶಿರಸ್ತೇದಾರರು, ಹಿರಿಯ ಸಿವಿಲ್ ನ್ಯಾಯಾಲಯ, ಭದ್ರಾವತಿ — [184, 718, 320, 726]
uas2-row-2: ಟೆಂಡರ್ ಸಲ್ಲಿಸಲು ಕೊನೆಯ ದಿನಾಂಕ: 29.12.2025 ಸಂಜೆ 4.00 ಗಂಟೆ — [662, 401, 825, 409]
court-c2-line2: ಮತ್ತು ಜೆ.ಎಂ.ಎಫ್.ಸಿ. ಚಿಕ್ಕಮಗಳೂರು — [442, 1891, 540, 1901]
ad-phone: 9480266962/7899038760 — [47, 154, 287, 177]
row-sl: 3) — [15, 369, 32, 380]
uas-no: No.EO/DB/TN/e-Proc.T-129/2025-26 — [14, 258, 130, 266]
pr-tender-head: ಟೆಂಡರ್ ಪ್ರಕಟಣೆ 30/2025–26 (ಇ–ಪ್ರೊಕ್ಯೂರ್‌ಮೆಂಟ್ ಮೂಲಕ) — [662, 513, 968, 527]
davangere-event-3: ಟೆಂಡರ್ ತೆರೆಯುವ ದಿನಾಂಕ : 16.12.2025 ಸಂಜೆ 17.30 ಗಂಟೆಗೆ ಅಥವಾ ನಂತರ. — [338, 685, 528, 693]
court-c3-line2: ಮತ್ತು ಜೆ.ಎಂ.ಎಫ್.ಸಿ. ರವರ ನ್ಯಾಯಾಲಯದಲ್ಲಿ — [754, 1899, 876, 1909]
ift-row-3: (3) ಆರ್ಥಿಕ ಬಿಡ್ ತೆರೆಯುವ ದಿನಾಂಕ: 12-12-2025 (16.30 ಗಂಟೆಗೆ) — [986, 209, 1151, 217]
davangere-dipr: ಡಿಐಪಿಆರ್/ಡಿವಿಜಿ/2025–26 — [338, 711, 407, 718]
court2-sign-left-2: ವೈ.ಎಂ.ಎಸ್ ವಕೀಲರು — [14, 718, 65, 726]
table-row — [15, 380, 320, 391]
court1-line2: ಜೆ.ಎಂ.ಎಫ್.ಸಿ. ಭದ್ರಾವತಿ — [130, 458, 204, 469]
ballari-event-2: 2. ಟೆಂಡರ್ ಸಲ್ಲಿಸಲು ಕೊನೆಯ ದಿನಾಂಕ: 20-12-2025 at 17:30 Hrs. — [338, 465, 508, 473]
pwd-mysore-line2: ಕಾರ್ಯಪಾಲಕ ಇಂಜಿನಿಯರ್‌ರವರ ಕಛೇರಿ, — [755, 95, 875, 106]
masthead-right — [1141, 9, 1298, 48]
gadag-gov: ಕರ್ನಾಟಕ ಸರ್ಕಾರ — [1116, 251, 1162, 261]
gadag-wi1-head: Work Indent No: Part-1 — [986, 371, 1062, 379]
court2-notice-head: ಸಾರ್ವಜನಿಕ ಪ್ರಕಟಣೆ — [140, 677, 194, 687]
uas2-row-3: ತಾಂತ್ರಿಕ ಬಿಡ್ ತೆರೆಯುವ ದಿನಾಂಕ: 30.12.2025 ಬೆಳಿಗ್ಗೆ 11.00 ಗಂಟೆ — [662, 410, 822, 418]
ballari-uda-tender — [332, 308, 650, 522]
reg-dot-magenta — [1114, 2008, 1123, 2017]
column-4 — [980, 63, 1298, 1968]
table-row — [15, 358, 320, 369]
mysore-paper-mills-tender — [332, 63, 650, 225]
court-c2-notice-head: ಸಾರ್ವಜನಿಕ ಪ್ರಕಟಣೆ — [464, 1913, 518, 1923]
uas-portal-link[interactable]: https://kppp.karnataka.gov.in — [118, 308, 216, 316]
pr-date: 2025–26/2390 ದಿನಾಂಕ: 04-12–2025 — [862, 502, 968, 510]
court2-line1: ಮಾನ್ಯ ಹಿರಿಯ ಸಿವಿಲ್ ನ್ಯಾಯಾಧೀಶ ನ್ಯಾಯಾಲಯ ಮತ್ತು — [86, 607, 248, 618]
ift-tender-sub: (ಇ–ಪ್ರೊಕ್ಯೂರ್‌ಮೆಂಟ್ ಮೂಲಕ) — [1097, 139, 1181, 149]
ad-contact-name: ಡಾ| ಐ. ರಮೇಶ ಮಿತ್ರಣ್ಣಾಯ — [121, 142, 213, 154]
court1-sign-right-2: ಸಹಿ/-ಶಿರಸ್ತೇದಾರರು, ನ್ಯಾಯಾಲಯ ಮುಖ್ಯ ಜೆ.ಎಂ.ಎಫ್.ಸಿ., ಭದ್ರಾವತಿ — [187, 574, 320, 590]
row-desc: ತಾಂತ್ರಿಕ ಬಿಡ್ ತೆರೆಯುವ ದಿನಾಂಕ — [32, 380, 174, 391]
court2-vs: ವಿರುದ್ಧ — [159, 658, 175, 666]
masthead-left — [8, 16, 238, 41]
court-notice-2 — [8, 602, 326, 740]
ift-portal-link[interactable]: http://kppp.karnataka.gov.in — [1092, 166, 1186, 174]
pr-no: ಕ್ರಮಾಂಕ: ಪಿಆರ್‌ಇಡಿ/ಇಇ/ಟಿ-/ಟೆಂಡರ್/2025–26/ಇಪ್ರೊ/5054ಗ್ರಾ/ — [662, 494, 819, 502]
masthead — [8, 6, 1298, 57]
davangere-address: ದಾವಣಗೆರೆ. — [555, 560, 590, 571]
court3-sign-right-1: ನ್ಯಾಯಾಲಯದ ಮುದ್ರೆ ಮೇರೆಗೆ — [251, 844, 320, 852]
ift-gov: ಕರ್ನಾಟಕ ಸರ್ಕಾರ — [1116, 68, 1162, 77]
pwd-gadag-tender — [980, 246, 1298, 1104]
ift-row-1: (1) ಟೆಂಡರ್ ಪ್ರಾಪ್ತಿ ಪ್ರಾರಂಭಿಸಿ ಕೊನೆಯ ದಿನಾಂಕ: 10-12-2025 (16.00 ಗಂಟೆಗೆ) — [986, 192, 1176, 200]
gadag-body: ಕರ್ನಾಟಕ ರಾಜ್ಯದಾದ್ಯಂತ ಲೋಕೋಪಯೋಗಿ ಇಲಾಖೆ ಗದಗ ವಿಭಾಗದ ವ್ಯಾಪ್ತಿಯಲ್ಲಿ ಬರುವ ಕಾಮಗಾರಿಗಳಿಗೆ ಟೆಂಡರ್ ಆಹ್ವಾನಿಸಲಾಗಿದೆ. ಒಟ್ಟು 2403.98 ಲಕ್ಷ ಮೊತ್ತದಲ್ಲಿ 55 ಕಾಮಗಾರಿ (ಸದ್ಯ ವೆಚ್ಚ ರೂ. 02.00 ಲಕ್ಷ ಕನಿಷ್ಠ ಮೊತ್ತ ರೂ. 412.42 ಲಕ್ಷ) ಕೊಟೆಷನ್ ಟೆಂಡರ್ (kppp) ಮೂಲಕ ಟೆಂಡರ್ ಸಲ್ಲಿಸಬೇಕು. ಟೆಂಡರ್ ಸಲ್ಲಿಸಲು ಕೊನೆಯ ದಿನಾಂಕ 4 ಜನವರಿ, 2, 3, 4, 5 ಗಳಲ್ಲಿ ನಮೂದಿಸಲಾಗಿದೆ. — [986, 335, 1292, 360]
court3-party2: ಪ್ರತಿವಾದಿಗಳು: ಯಾರೂ ಇಲ್ಲ (NILL) — [14, 801, 100, 809]
uas-email: E.mail : estateofficer@rediffmail.com Epabx:+91-836-2214216,332,214 — [56, 250, 278, 258]
court2-body: ಈ ಮೂಲಕ ಸಾರ್ವಜನಿಕರಿಗೆ ತಿಳಿಯಪಡಿಸುವುದೇನೆಂದರೆ, ದಿನಾಂಕ:31-07-2024 ರಂದು ಸದರಿ ಆಸ್ತಿಯ ವಿವರಗಳ ಬಗ್ಗೆ ಯಾವುದೇ ಆಕ್ಷೇಪಣೆ ಇದ್ದಲ್ಲಿ ದಿನಾಂಕ:17-01-2026 ರಂದು ಬೆಳಿಗ್ಗೆ 11 ಗಂಟೆಗೆ ಒಳಗಾಗಿ ಮಾನ್ಯ ನ್ಯಾಯಾಲಯಕ್ಕೆ ಹಾಜರಾಗಿ ಆಕ್ಷೇಪಣೆ ಸಲ್ಲಿಸಬಹುದು. — [14, 689, 320, 705]
court3-date-left: ದಿನಾಂಕ:08-12-2025 — [14, 853, 69, 861]
blood-donation-ad — [332, 231, 650, 302]
brand-logo — [1141, 9, 1270, 48]
court-c2-case: ಓ.ಎಸ್.ನಂ: 219/2025 — [456, 1901, 526, 1911]
uas-dipr: ಧಾರವಾಡ/96/ಜಾಹೀರಾತು/2025-26 — [14, 422, 102, 430]
gadag-dates1: ಟೆಂಡರ್ ಡೌನ್‌ಲೋಡ್ ದಿನಾಂಕ: 16-12-2025 ಮಧ್ಯಾಹ್ನ 4.00 ಗಂಟೆಯವರೆಗೆ, ತಾಂತ್ರಿಕ/ಆರ್ಥಿಕ ಬಿಡ್ ತೆರೆಯುವ ದಿನಾಂಕ 17-12-2025 ಆರ್ಥಿಕ ಬಿಡ್ ತೆರೆಯುವ ದಿನಾಂಕ 18–12–2025. — [986, 422, 1292, 439]
court-c2-body: ಸಾರ್ವಜನಿಕರಿಗೆ ಇದರ ಮೂಲಕ ತಿಳಿಯಪಡಿಸುವುದೇನೆಂದರೆ, ಸದರಿ ದಾವೆಯ ಆಸ್ತಿಯ ಬಗ್ಗೆ ಯಾವುದೇ ರೀತಿಯ ಹಕ್ಕು ಬಾಧ್ಯತೆ ಇದ್ದಲ್ಲಿ ದಿನಾಂಕ:28-05-1983 ರಲ್ಲಿ ಮಾಡಿದ ನೋಂದಾಯಿತ ಕ್ರಯಪತ್ರದ ಬಗ್ಗೆ ಆಕ್ಷೇಪಣೆಗಳಿದ್ದಲ್ಲಿ ಮಾನ್ಯ ನ್ಯಾಯಾಲಯಕ್ಕೆ ಹಾಜರಾಗಿ ಆಕ್ಷೇಪಣೆ ಸಲ್ಲಿಸಬಹುದಾಗಿದೆ. ತಪ್ಪಿದಲ್ಲಿ ಏಕಪಕ್ಷೀಯ ಆದೇಶ ಹೊರಡಿಸಲಾಗುವುದು. ದಿನಾಂಕ:16-12-2025 — [338, 1925, 644, 1950]
uas-header — [14, 194, 320, 242]
court-c2-line1: ಗೌರವಾನ್ವಿತ ಹೆಚ್ಚುವರಿ ಹಿರಿಯ ಸಿವಿಲ್ ನ್ಯಾಯಾಧೀಶರ ನ್ಯಾಯಾಲಯ — [406, 1880, 576, 1890]
court-c4-party1: ಅರ್ಜಿದಾರರು: 1)ಶ್ರೀಕಂಠ ಬಿನ್. ಅಂಬಣ್ಣ, ವಯಸ್ಸು 68 ವರ್ಷ, 2)ಸಿದ್ದಮ್ಮಕ್ಕ ಕೋಂ ಬಿನ್. ಅಂಬಣ್ಣ, ವಯಸ್ಸು 60 ವರ್ಷ, 3)ನಿಂಗಪ್ಪ ಬಿನ್ ಅಂಬಣ್ಣ, ವಯಸ್ಸು 56 ವರ್ಷ, 4)ಗಂಗಮ್ಮ ಕೋಂ, ವಯಸ್ಸು 52 ವರ್ಷ, 5) ಗಿರಿಜಮ್ಮ ಕೋಂ, ವಯಸ್ಸು 45 ವರ್ಷ, 6)ಸಣ್ಣಪ್ಪ ಬಿನ್ ಅಂಬಣ್ಣ, ವಯಸ್ಸು 58 ವರ್ಷ, 7)ಬಸಮ್ಮ ಕೋಂ ತಿಮ್ಮಣ್ಣ, ವಯಸ್ಸು 44 ವರ್ಷ ಎಲ್ಲರೂ ವಾಸ: ಹೊಳಲ್ಕೆರೆ ತಾಲ್ಲೂಕು. — [986, 1148, 1292, 1173]
pwd-mysore-line3: ಮೈಸೂರು ವಿಭಾಗ, ಮೈಸೂರು. — [772, 107, 858, 118]
uas-address: ಕೃಷಿ ವಿಭಾಗ, ಕೃಷಿ ನಗರ, ಧಾರವಾಡ-5 — [206, 221, 305, 231]
reg-dot-cyan — [816, 2008, 825, 2017]
mpm-tender-head: ಸಂಕ್ಷಿಪ್ತ ಇ-ಟೆಂಡರ್ ಪ್ರಕಟಣೆ — [338, 127, 644, 141]
court-c3-notice-head: ಸಾರ್ವಜನಿಕ ಪ್ರಕಟಣೆ — [788, 1922, 842, 1932]
table-row — [15, 347, 320, 358]
reg-dot-yellow — [481, 2008, 490, 2017]
davangere-title: ಮಹಾನಗರ ಪಾಲಿಕೆ ಕಾರ್ಯಾಲಯ, — [500, 542, 644, 558]
ballari-portal-link[interactable]: www.KPPP.karnataka.gov.in — [444, 412, 538, 420]
uas2-header — [662, 287, 968, 335]
row-desc: ಟೆಂಡರ್ ಸಲ್ಲಿಸಲು ಕೊನೆಯ ದಿನಾಂಕ — [32, 358, 174, 369]
row-sl: 4) — [15, 380, 32, 391]
court2-sign-right-1: ನ್ಯಾಯಾಲಯದ ಮುದ್ರೆ ಮೇರೆಗೆ — [251, 709, 320, 717]
court2-case: ಓ.ಎಸ್.ನಂ: 113/2025 — [133, 630, 201, 640]
ballari-tender-sub: (ಇ–ಪ್ರೊಕ್ಯೂರ್‌ಮೆಂಟ್ ಮೂಲಕ) — [449, 385, 533, 395]
davangere-tender-head: ಟೆಂಡರ್ ಪ್ರಕಟಣೆ — [463, 592, 519, 604]
registration-marks — [8, 2008, 1298, 2017]
reg-dot-black — [828, 2008, 837, 2017]
court3-sign-left-1: ಅರ್ಜಿದಾರರ ಪರ ವಕೀಲರು — [14, 844, 74, 852]
ballari-details: Preparation of Master Plan for Ballari Urban Development Area. BUDA/2025-26/SE0015(GIS Based) CALL-2. Estimated Cost (Rs. in Lakhs): 200.00. The Tender Events are as under: — [338, 440, 644, 456]
ballari-tender-head: ಮರು ಟೆಂಡರ್ ಪ್ರಕಟಣೆ — [457, 371, 525, 382]
uas2-sign: ಸಹಿ/- ಖರೀದಿ ಅಧಿಕಾರಿ, ಕೃಷಿ ವಿಶ್ವವಿದ್ಯಾಲಯ, ಧಾರವಾಡ — [842, 427, 968, 435]
davangere-tender-sub: (ಕೆ.ಪಿ.ಪಿ. ಪೋರ್ಟಲ್ ಮುಖಾಂತರ) — [446, 606, 536, 616]
row-desc: ಆರ್ಥಿಕ ಬಿಡ್ ತೆರೆಯುವ ದಿನಾಂಕ — [32, 391, 174, 402]
row-desc: ಟೆಂಡರ್ ಸಲ್ಲಿಸಲು ಕೊನೆಯ ದಿನಾಂಕ — [32, 369, 174, 380]
pwd-mysore-dipr: DIPR/DCMYS/1318/KSMCA/757/2025-26 — [662, 261, 792, 269]
gadag-date: ದಿನಾಂಕ : 08-12–2025 — [1231, 310, 1292, 318]
uas-note: ಸೂಚನೆ: ಟೆಂಡರ್‌ನ ಸಂಪೂರ್ಣ ಕಾಮಗಾರಿ ಇ-ಪ್ರೊಕ್ಯೂರ್‌ಮೆಂಟ್ ಪೋರ್ಟಲ್‌ನಲ್ಲಿ ಪ್ರಕಟಿಸಲಾಗಿದೆ. — [14, 404, 227, 412]
uas-body: ಕೃಷಿ ವಿಶ್ವವಿದ್ಯಾಲಯ ಧಾರವಾಡ ವ್ಯಾಪ್ತಿ ಬರುವ ಅಧೀನ ಕಾಲೇಜುಗಳಲ್ಲಿ ಹಾಗೂ ಕೇಂದ್ರಗಳಲ್ಲಿ ನಡೆಸಲು ಸಿವಿಲ್ ಕಾಮಗಾರಿ ಮಾಡಲು/ ಸರಬರಾಜು ಮಾಡಲು ಆಸಕ್ತಿ ಹೊಂದಿರುವ ಗುತ್ತಿಗೆದಾರರಿಂದ ಇ-ಪ್ರೊಕ್ಯೂರ್‌ಮೆಂಟ್ ಪೋರ್ಟಲ್ ಮೂಲಕ ಆನ್‌ಲೈನ್ ಟೆಂಡರ್ ಆಹ್ವಾನಿಸಲಾಗಿದೆ. — [14, 283, 320, 308]
reg-dot-magenta — [792, 2008, 801, 2017]
uas2-title: ಕೃಷಿ ವಿಶ್ವವಿದ್ಯಾಲಯ, ಧಾರವಾಡ — [835, 296, 968, 312]
gadag-email[interactable]: E.Mail : eepwdgad@gmail.com — [1080, 300, 1198, 310]
row-date: 09-01-2026 — [173, 391, 236, 402]
row-time: At 16.15Hrs — [236, 369, 319, 380]
